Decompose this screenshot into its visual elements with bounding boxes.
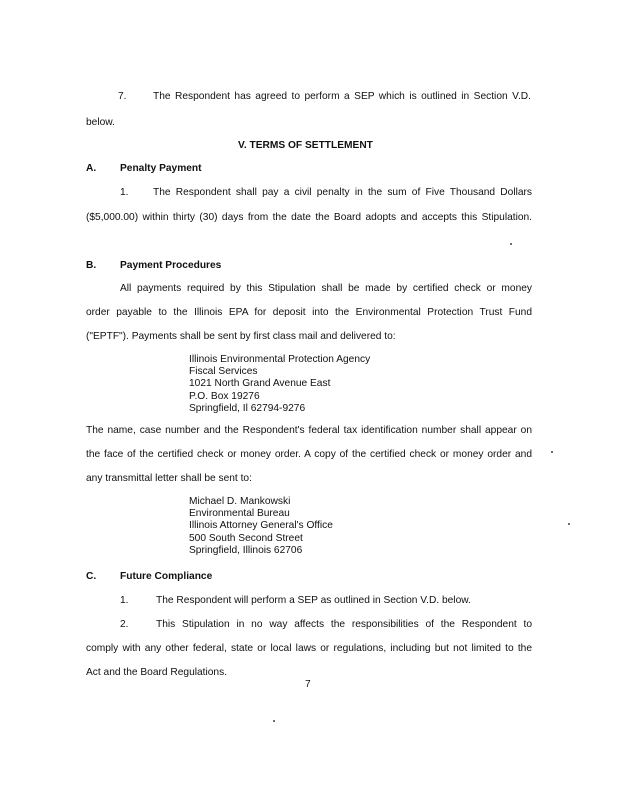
c2-number: 2. <box>120 619 129 630</box>
scan-speck <box>273 720 275 722</box>
section-b-letter: B. <box>86 260 97 271</box>
section-c-title: Future Compliance <box>120 571 213 582</box>
copy-address-line: Michael D. Mankowski <box>189 496 291 507</box>
para7-line2: below. <box>86 117 115 128</box>
payment-address-line: Fiscal Services <box>189 366 258 378</box>
b-line2: order payable to the Illinois EPA for deposit into the Environmental Protection Trust Fund <box>86 307 532 318</box>
copy-address-line: Environmental Bureau <box>189 508 290 520</box>
b-line1: All payments required by this Stipulation shall be made by certified check or money <box>120 283 532 294</box>
section-a-letter: A. <box>86 163 97 174</box>
para7-line1: The Respondent has agreed to perform a SEP which is outlined in Section V.D. <box>153 91 531 102</box>
copy-address-line: Illinois Attorney General's Office <box>189 520 333 532</box>
a1-line1: The Respondent shall pay a civil penalty in the sum of Five Thousand Dollars <box>153 187 532 198</box>
payment-address-block <box>189 354 370 415</box>
c2-line2: comply with any other federal, state or local laws or regulations, including but not limited to the <box>86 643 532 654</box>
b-line3: ("EPTF"). Payments shall be sent by first class mail and delivered to: <box>86 331 396 342</box>
section-a-title: Penalty Payment <box>120 163 202 174</box>
scan-speck <box>551 451 553 453</box>
section-b-title: Payment Procedures <box>120 260 222 271</box>
c1-number: 1. <box>120 595 129 606</box>
para7-number: 7. <box>118 91 127 102</box>
b-line6: any transmittal letter shall be sent to: <box>86 473 252 484</box>
copy-address-line: 500 South Second Street <box>189 532 303 544</box>
copy-address-block <box>189 496 333 557</box>
a1-line2: ($5,000.00) within thirty (30) days from the date the Board adopts and accepts this Stipulation. <box>86 212 532 223</box>
payment-address-line: P.O. Box 19276 <box>189 390 260 402</box>
payment-address-line: 1021 North Grand Avenue East <box>189 378 331 390</box>
section-c-letter: C. <box>86 571 97 582</box>
c1-line1: The Respondent will perform a SEP as outlined in Section V.D. below. <box>156 595 471 606</box>
c2-line3: Act and the Board Regulations. <box>86 667 228 678</box>
b-line4: The name, case number and the Respondent's federal tax identification number shall appear on <box>86 425 532 436</box>
copy-address-line: Springfield, Illinois 62706 <box>189 544 303 556</box>
section-heading: V. TERMS OF SETTLEMENT <box>238 140 373 151</box>
b-line5: the face of the certified check or money order. A copy of the certified check or money order and <box>86 449 532 460</box>
a1-number: 1. <box>120 187 129 198</box>
scan-speck <box>510 243 512 245</box>
c2-line1: This Stipulation in no way affects the responsibilities of the Respondent to <box>156 619 532 630</box>
payment-address-line: Illinois Environmental Protection Agency <box>189 354 371 365</box>
payment-address-line: Springfield, Il 62794-9276 <box>189 402 306 414</box>
scan-speck <box>568 523 570 525</box>
page-number: 7 <box>305 679 311 690</box>
